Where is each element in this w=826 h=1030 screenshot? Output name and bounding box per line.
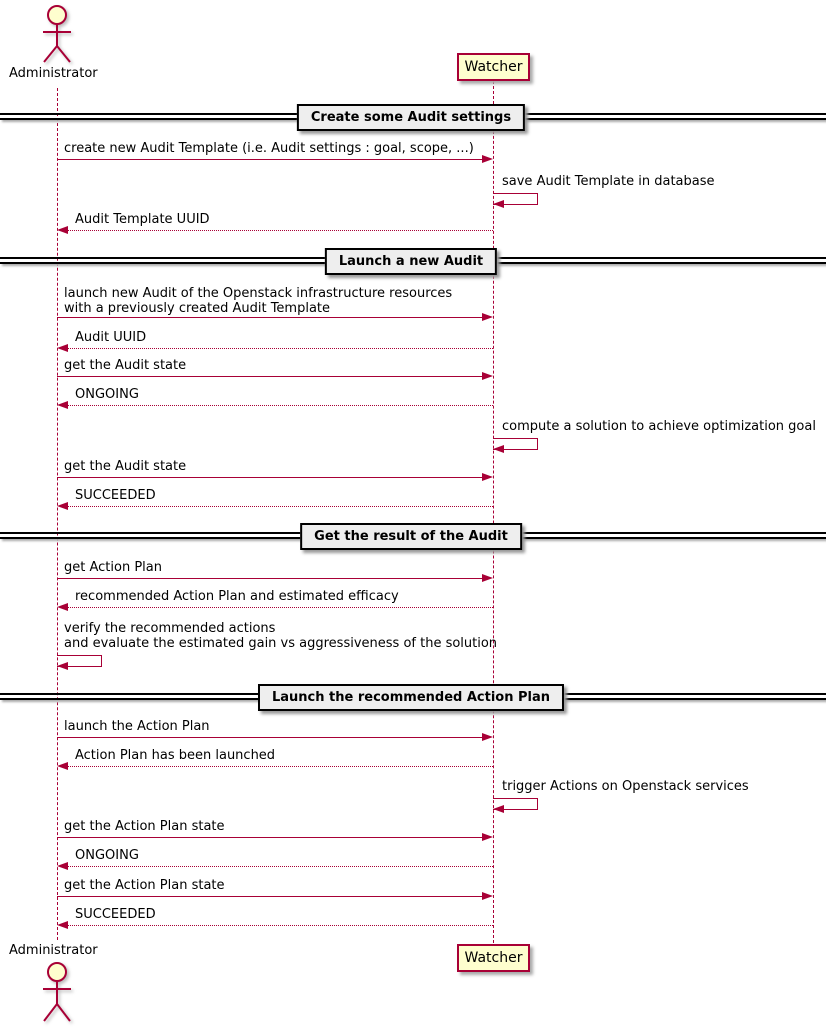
divider-title: Get the result of the Audit [314,529,508,544]
participant-watcher-bottom [457,944,530,972]
message-label: SUCCEEDED [75,907,156,922]
message-label: trigger Actions on Openstack services [502,779,749,794]
message-label: compute a solution to achieve optimization goal [502,419,816,434]
message-label: save Audit Template in database [502,174,715,189]
arrow-head [57,662,68,670]
message-label: get the Action Plan state [64,819,225,834]
section-divider-get-audit-result [300,523,522,550]
message-line [57,737,484,738]
message-label: SUCCEEDED [75,488,156,503]
divider-title: Create some Audit settings [310,110,512,125]
arrow-head [482,155,493,163]
message-line [57,317,484,318]
arrow-head [57,603,68,611]
message-label: ONGOING [75,848,139,863]
divider-title: Launch the recommended Action Plan [271,690,551,705]
arrow-head [482,733,493,741]
actor-label-administrator-top: Administrator [9,66,98,81]
message-line [66,925,493,926]
arrow-head [482,372,493,380]
arrow-head [493,445,504,453]
message-label: Action Plan has been launched [75,748,276,763]
message-line [57,896,484,897]
participant-watcher-top [457,53,530,81]
actor-icon [40,3,76,65]
section-divider-launch-new-audit [325,248,497,275]
arrow-head [482,892,493,900]
arrow-head [57,502,68,510]
lifeline-watcher [493,81,494,943]
message-label: get the Audit state [64,459,187,474]
section-divider-create-audit-settings [297,104,525,131]
section-divider-launch-action-plan [258,684,564,711]
message-label: get the Audit state [64,358,187,373]
message-line [66,766,493,767]
arrow-head [57,762,68,770]
arrow-head [57,862,68,870]
message-line [66,405,493,406]
message-label: ONGOING [75,387,139,402]
message-line [66,607,493,608]
message-line [57,376,484,377]
actor-icon [40,960,76,1024]
arrow-head [57,344,68,352]
message-line [57,477,484,478]
actor-label-administrator-bottom: Administrator [9,943,98,958]
message-label: create new Audit Template (i.e. Audit settings : goal, scope, ...) [64,141,474,156]
divider-title: Launch a new Audit [338,254,484,269]
message-label: recommended Action Plan and estimated efficacy [75,589,399,604]
message-label: get Action Plan [64,560,162,575]
message-label: launch the Action Plan [64,719,210,734]
participant-label: Watcher [464,950,523,966]
arrow-head [57,921,68,929]
message-label: launch new Audit of the Openstack infrastructure resources [64,286,453,301]
message-label: Audit Template UUID [75,212,210,227]
message-line [66,866,493,867]
arrow-head [57,401,68,409]
arrow-head [493,805,504,813]
participant-label: Watcher [464,59,523,75]
message-line [57,837,484,838]
arrow-head [482,313,493,321]
lifeline-administrator [57,88,58,940]
message-line [66,506,493,507]
message-line [66,348,493,349]
message-label: verify the recommended actions [64,621,276,636]
message-line [57,159,484,160]
arrow-head [482,833,493,841]
message-line [57,578,484,579]
message-line [66,230,493,231]
message-label: Audit UUID [75,330,147,345]
arrow-head [482,574,493,582]
message-label: get the Action Plan state [64,878,225,893]
arrow-head [493,200,504,208]
arrow-head [57,226,68,234]
arrow-head [482,473,493,481]
message-label: with a previously created Audit Template [64,301,331,316]
message-label: and evaluate the estimated gain vs aggressiveness of the solution [64,636,498,651]
